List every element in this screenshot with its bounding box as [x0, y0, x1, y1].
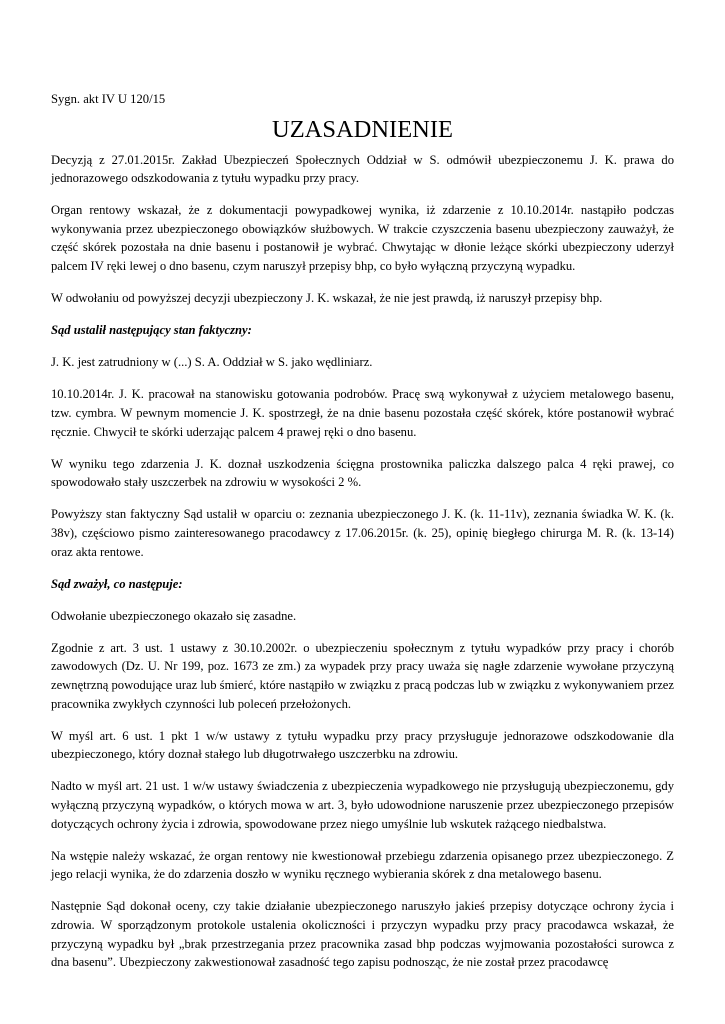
paragraph: Następnie Sąd dokonał oceny, czy takie działanie ubezpieczonego naruszyło jakieś przepisy dotyczące ochrony życia i zdrowia. W sporządzonym protokole ustalenia okoliczności i przyczyn wypadku przy pracy pracodawca wskazał, że przyczyną wypadku był „brak przestrzegania przez pracownika zasad bhp podczas wyjmowania pozostałości surowca z dna basenu”. Ubezpieczony zakwestionował zasadność tego zapisu podnosząc, że nie został przez pracodawcę: [51, 899, 674, 970]
section-heading-facts: Sąd ustalił następujący stan faktyczny:: [51, 323, 252, 338]
case-signature: Sygn. akt IV U 120/15: [51, 92, 166, 106]
paragraph: Nadto w myśl art. 21 ust. 1 w/w ustawy świadczenia z ubezpieczenia wypadkowego nie przysługują ubezpieczonemu, gdy wyłączną przyczyną wypadków, o których mowa w art. 3, było udowodnione naruszenie przez ubezpieczonego przepisów dotyczących ochrony życia i zdrowia, spowodowane przez niego umyślnie lub wskutek rażącego niedbalstwa.: [51, 779, 674, 831]
section-heading-considerations: Sąd zważył, co następuje:: [51, 576, 183, 591]
paragraph: Organ rentowy wskazał, że z dokumentacji powypadkowej wynika, iż zdarzenie z 10.10.2014r. nastąpiło podczas wykonywania przez ubezpieczonego obowiązków służbowych. W trakcie czyszczenia basenu ubezpieczony zauważył, że część skórek pozostała na dnie basenu i postanowił je wybrać. Chwytając w dłonie leżące skórki ubezpieczony uderzył palcem IV ręki lewej o dno basenu, czym naruszył przepisy bhp, co było wyłączną przyczyną wypadku.: [51, 203, 674, 274]
paragraph: Powyższy stan faktyczny Sąd ustalił w oparciu o: zeznania ubezpieczonego J. K. (k. 11-11v), zeznania świadka W. K. (k. 38v), częściowo pismo zainteresowanego pracodawcy z 17.06.2015r. (k. 25), opinię biegłego chirurga M. R. (k. 13-14) oraz akta rentowe.: [51, 507, 674, 559]
paragraph: Odwołanie ubezpieczonego okazało się zasadne.: [51, 608, 297, 623]
paragraph: J. K. jest zatrudniony w (...) S. A. Oddział w S. jako wędliniarz.: [51, 355, 373, 370]
paragraph: Decyzją z 27.01.2015r. Zakład Ubezpieczeń Społecznych Oddział w S. odmówił ubezpieczonemu J. K. prawa do jednorazowego odszkodowania z tytułu wypadku przy pracy.: [51, 152, 674, 186]
document-page: [51, 90, 674, 985]
paragraph: Na wstępie należy wskazać, że organ rentowy nie kwestionował przebiegu zdarzenia opisanego przez ubezpieczonego. Z jego relacji wynika, że do zdarzenia doszło w wyniku ręcznego wybierania skórek z dna metalowego basenu.: [51, 848, 674, 882]
paragraph: 10.10.2014r. J. K. pracował na stanowisku gotowania podrobów. Pracę swą wykonywał z użyciem metalowego basenu, tzw. cymbra. W pewnym momencie J. K. spostrzegł, że na dnie basenu pozostała część skórek, które postanowił wybrać ręcznie. Chwycił te skórki uderzając palcem 4 prawej ręki o dno basenu.: [51, 387, 674, 439]
paragraph: W odwołaniu od powyższej decyzji ubezpieczony J. K. wskazał, że nie jest prawdą, iż naruszył przepisy bhp.: [51, 291, 603, 306]
paragraph: W myśl art. 6 ust. 1 pkt 1 w/w ustawy z tytułu wypadku przy pracy przysługuje jednorazowe odszkodowanie dla ubezpieczonego, który doznał stałego lub długotrwałego uszczerbku na zdrowiu.: [51, 728, 674, 762]
paragraph: Zgodnie z art. 3 ust. 1 ustawy z 30.10.2002r. o ubezpieczeniu społecznym z tytułu wypadków przy pracy i chorób zawodowych (Dz. U. Nr 199, poz. 1673 ze zm.) za wypadek przy pracy uważa się nagłe zdarzenie wywołane przyczyną zewnętrzną powodujące uraz lub śmierć, które nastąpiło w związku z pracą podczas lub w związku z wykonywaniem przez pracownika zwykłych czynności lub poleceń przełożonych.: [51, 640, 674, 711]
document-title: UZASADNIENIE: [272, 115, 453, 143]
paragraph: W wyniku tego zdarzenia J. K. doznał uszkodzenia ścięgna prostownika paliczka dalszego palca 4 ręki prawej, co spowodowało stały uszczerbek na zdrowiu w wysokości 2 %.: [51, 456, 674, 490]
